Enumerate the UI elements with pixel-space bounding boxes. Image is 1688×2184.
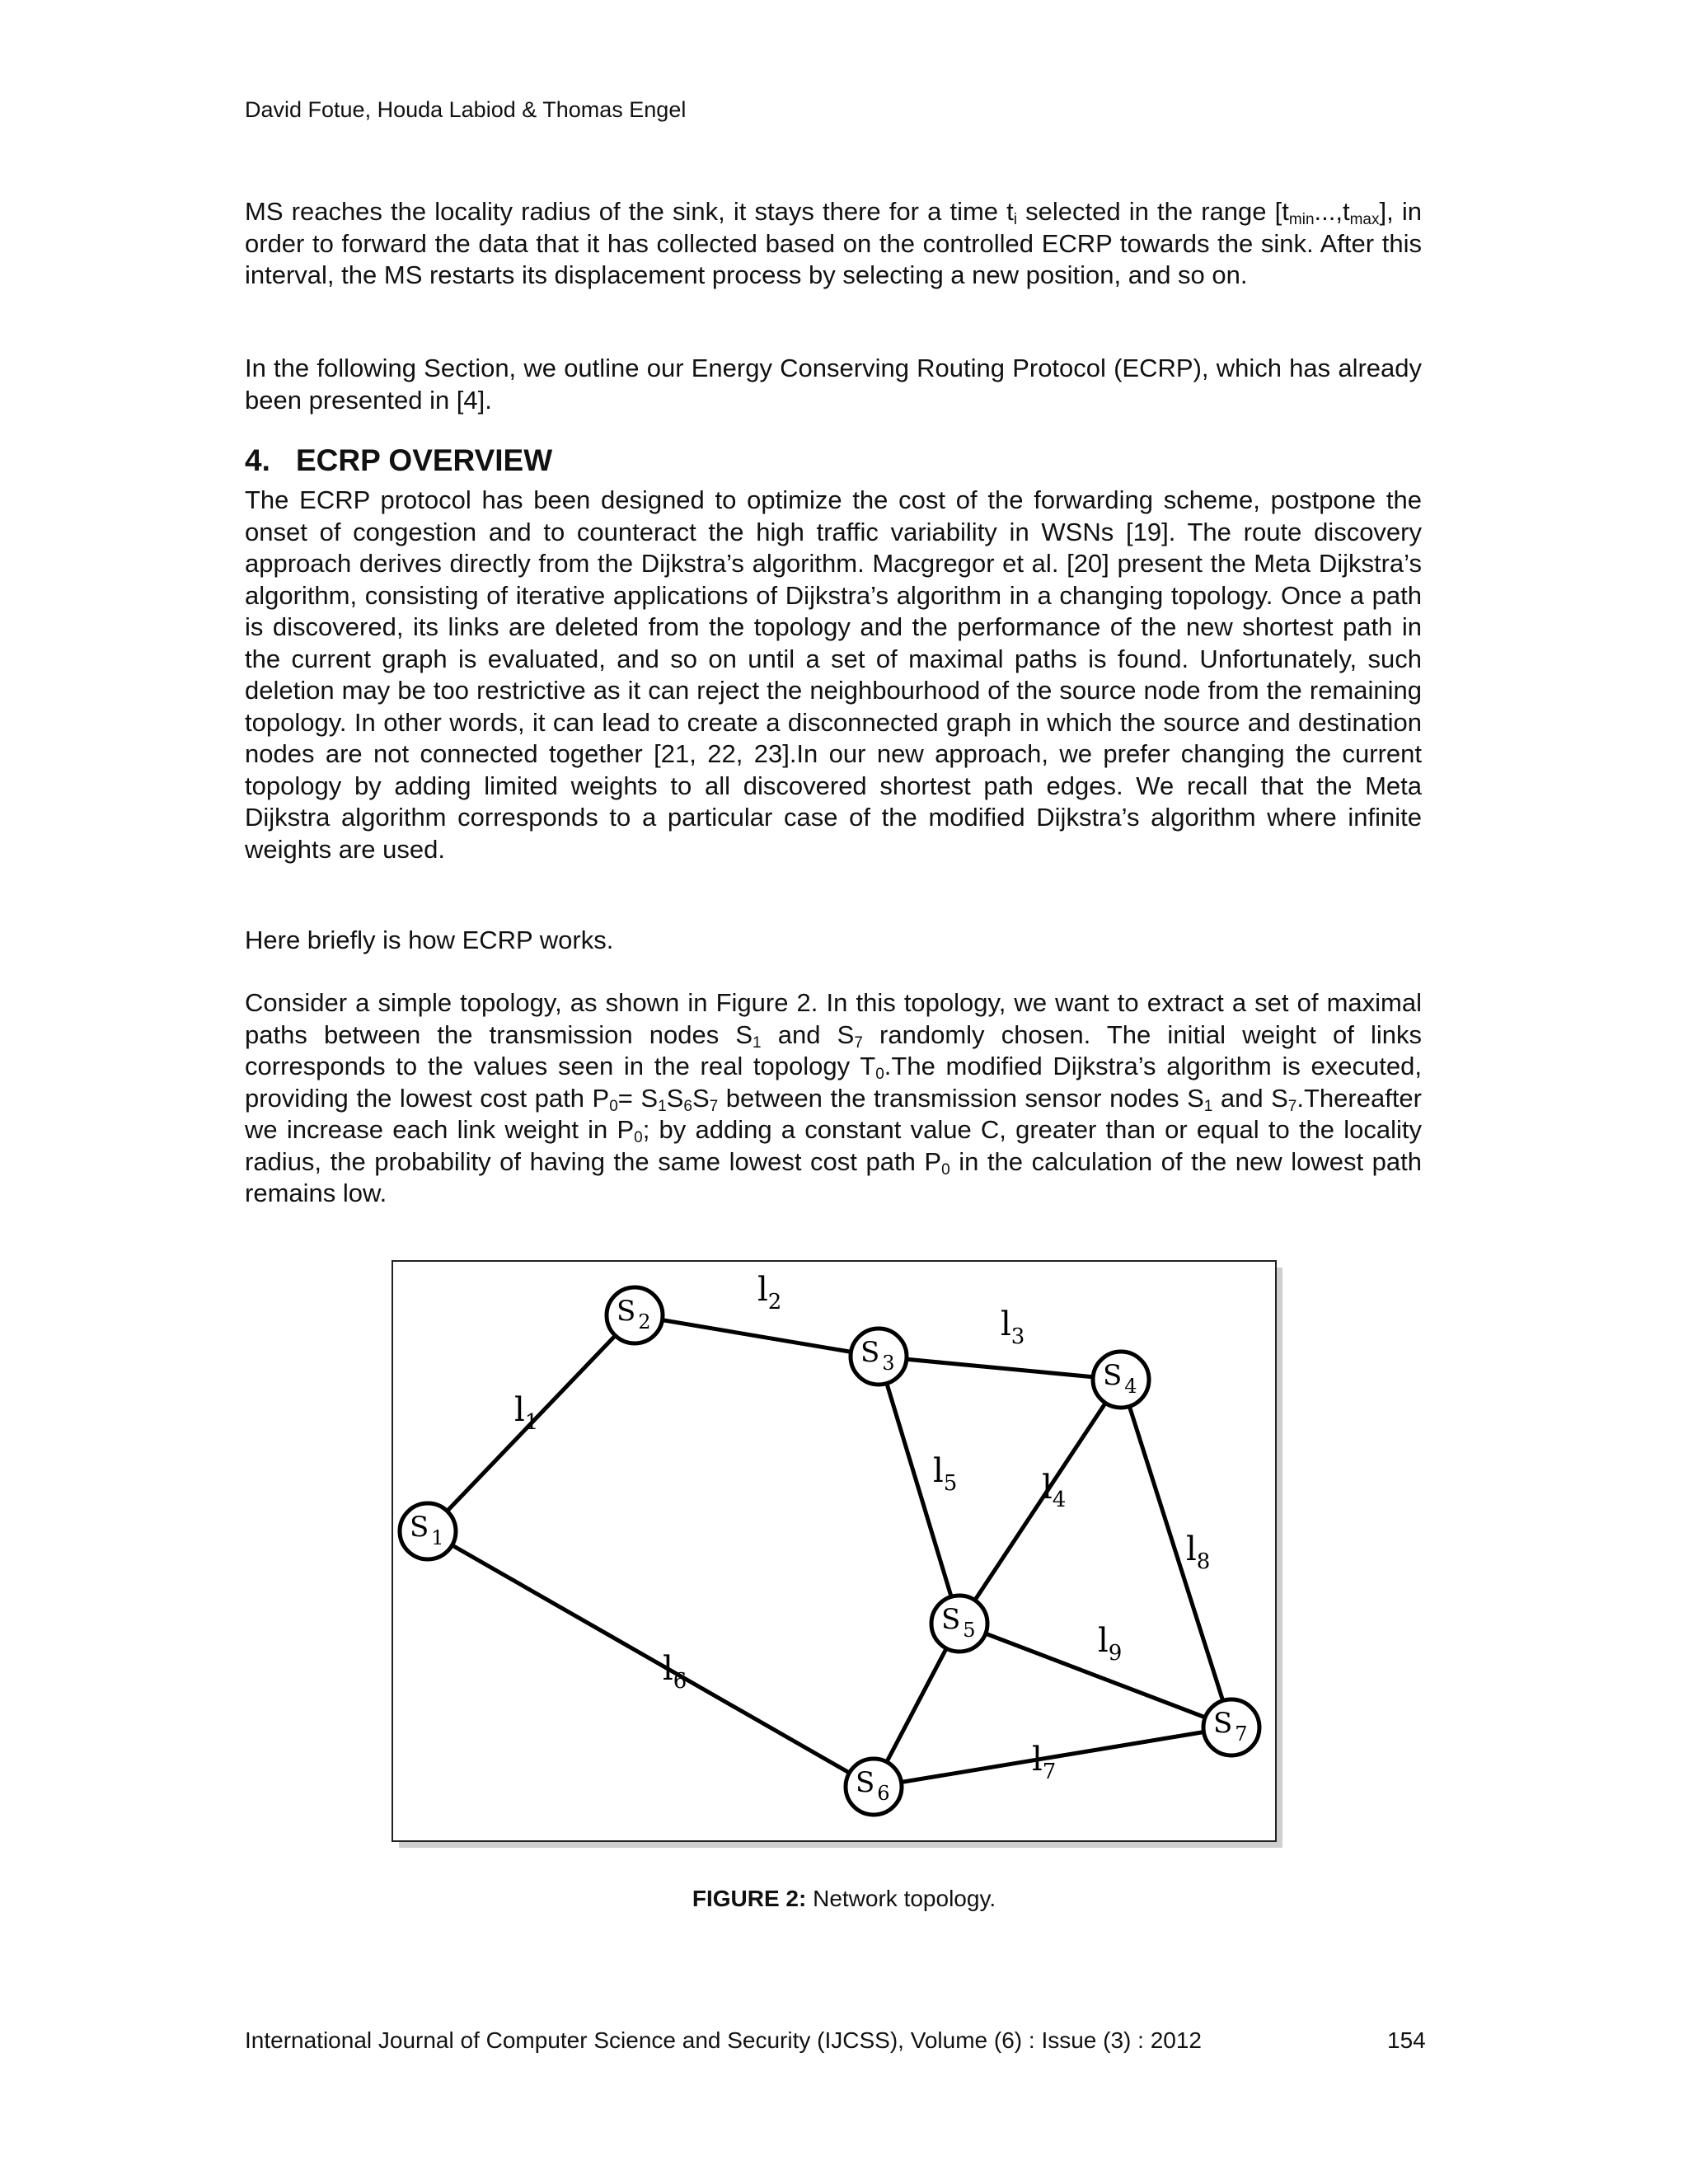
node-label-s4: S $_4$ bbox=[1103, 1359, 1137, 1398]
figure-caption: FIGURE 2: Network topology. bbox=[692, 1886, 996, 1911]
network-topology-diagram bbox=[391, 1259, 1287, 1853]
edge-label-l3: $l_3$ bbox=[1001, 1305, 1025, 1349]
section-heading: 4. ECRP OVERVIEW bbox=[245, 443, 553, 477]
edge-label-l6: $l_6$ bbox=[663, 1650, 687, 1694]
paragraph-section-intro: In the following Section, we outline our Energy Conserving Routing Protocol (ECRP), which has already been presented in [4]. bbox=[245, 354, 1422, 415]
node-label-s2: S $_2$ bbox=[617, 1295, 651, 1333]
page-number: 154 bbox=[1387, 2027, 1426, 2053]
node-s1 bbox=[400, 1503, 456, 1559]
paragraph-ecrp-overview: The ECRP protocol has been designed to optimize the cost of the forwarding scheme, postpone the onset of congestion and to counteract the high traffic variability in WSNs [19]. The route discovery approach derives directly from the Dijkstra’s algorithm. Macgregor et al. [20] present the Meta Dijkstra’s algorithm, consisting of iterative applications of Dijkstra’s algorithm in a changing topology. Once a path is discovered, its links are deleted from the topology and the performance of the new shortest path in the current graph is evaluated, and so on until a set of maximal paths is found. Unfortunately, such deletion may be too restrictive as it can reject the neighbourhood of the source node from the remaining topology. In other words, it can lead to create a disconnected graph in which the source and destination nodes are not connected together [21, 22, 23].In our new approach, we prefer changing the current topology by adding limited weights to all discovered shortest path edges. We recall that the Meta Dijkstra algorithm corresponds to a particular case of the modified Dijkstra’s algorithm where infinite weights are used. bbox=[245, 485, 1422, 864]
node-s2 bbox=[607, 1287, 663, 1343]
edge-label-l4: $l_4$ bbox=[1042, 1469, 1067, 1512]
node-label-s5: S $_5$ bbox=[941, 1603, 976, 1642]
node-s3 bbox=[851, 1329, 907, 1385]
node-label-s3: S $_3$ bbox=[860, 1336, 895, 1375]
network-topology-figure bbox=[391, 1259, 1287, 1853]
node-s5 bbox=[931, 1596, 987, 1652]
edge-label-l1: $l_1$ bbox=[514, 1391, 539, 1435]
paragraph-locality: MS reaches the locality radius of the sink, it stays there for a time $t_i$ selected in the range $[t_{min}...,t_{max}]$, in order to forward the data that it has collected based on the controlled ECRP towards the sink. After this interval, the MS restarts its displacement process by selecting a new position, and so on. bbox=[245, 197, 1423, 289]
node-label-s7: S $_7$ bbox=[1213, 1707, 1248, 1746]
node-label-s6: S $_6$ bbox=[856, 1766, 890, 1805]
journal-footer: International Journal of Computer Science and Security (IJCSS), Volume (6) : Issue (3) : 2012 bbox=[245, 2027, 1203, 2053]
edge-label-l5: $l_5$ bbox=[933, 1452, 958, 1496]
running-header: David Fotue, Houda Labiod & Thomas Engel bbox=[245, 97, 687, 122]
edge-label-l2: $l_2$ bbox=[757, 1271, 782, 1315]
node-s7 bbox=[1203, 1699, 1259, 1755]
node-label-s1: S $_1$ bbox=[410, 1511, 444, 1549]
node-s4 bbox=[1093, 1352, 1149, 1408]
edge-label-l7: $l_7$ bbox=[1032, 1741, 1057, 1784]
paragraph-how-it-works: Here briefly is how ECRP works. bbox=[245, 926, 614, 954]
node-s6 bbox=[846, 1759, 902, 1815]
edge-label-l8: $l_8$ bbox=[1186, 1530, 1211, 1574]
edge-label-l9: $l_9$ bbox=[1098, 1622, 1123, 1666]
paragraph-topology-example: Consider a simple topology, as shown in Figure 2. In this topology, we want to extract a set of maximal paths between the transmission nodes $S_1$ and $S_7$ randomly chosen. The initial weight of links corresponds to the values seen in the real topology $T_0.The$ modified Dijkstra’s algorithm is executed, providing the lowest cost path $P_0= S_1S_6S_7$ between the transmission sensor nodes $S_1$ and $S_7.Thereafter$ we increase each link weight in $P_0$; by adding a constant value C, greater than or equal to the locality radius, the probability of having the same lowest cost path $P_0$ in the calculation of the new lowest path remains low. bbox=[245, 988, 1423, 1207]
